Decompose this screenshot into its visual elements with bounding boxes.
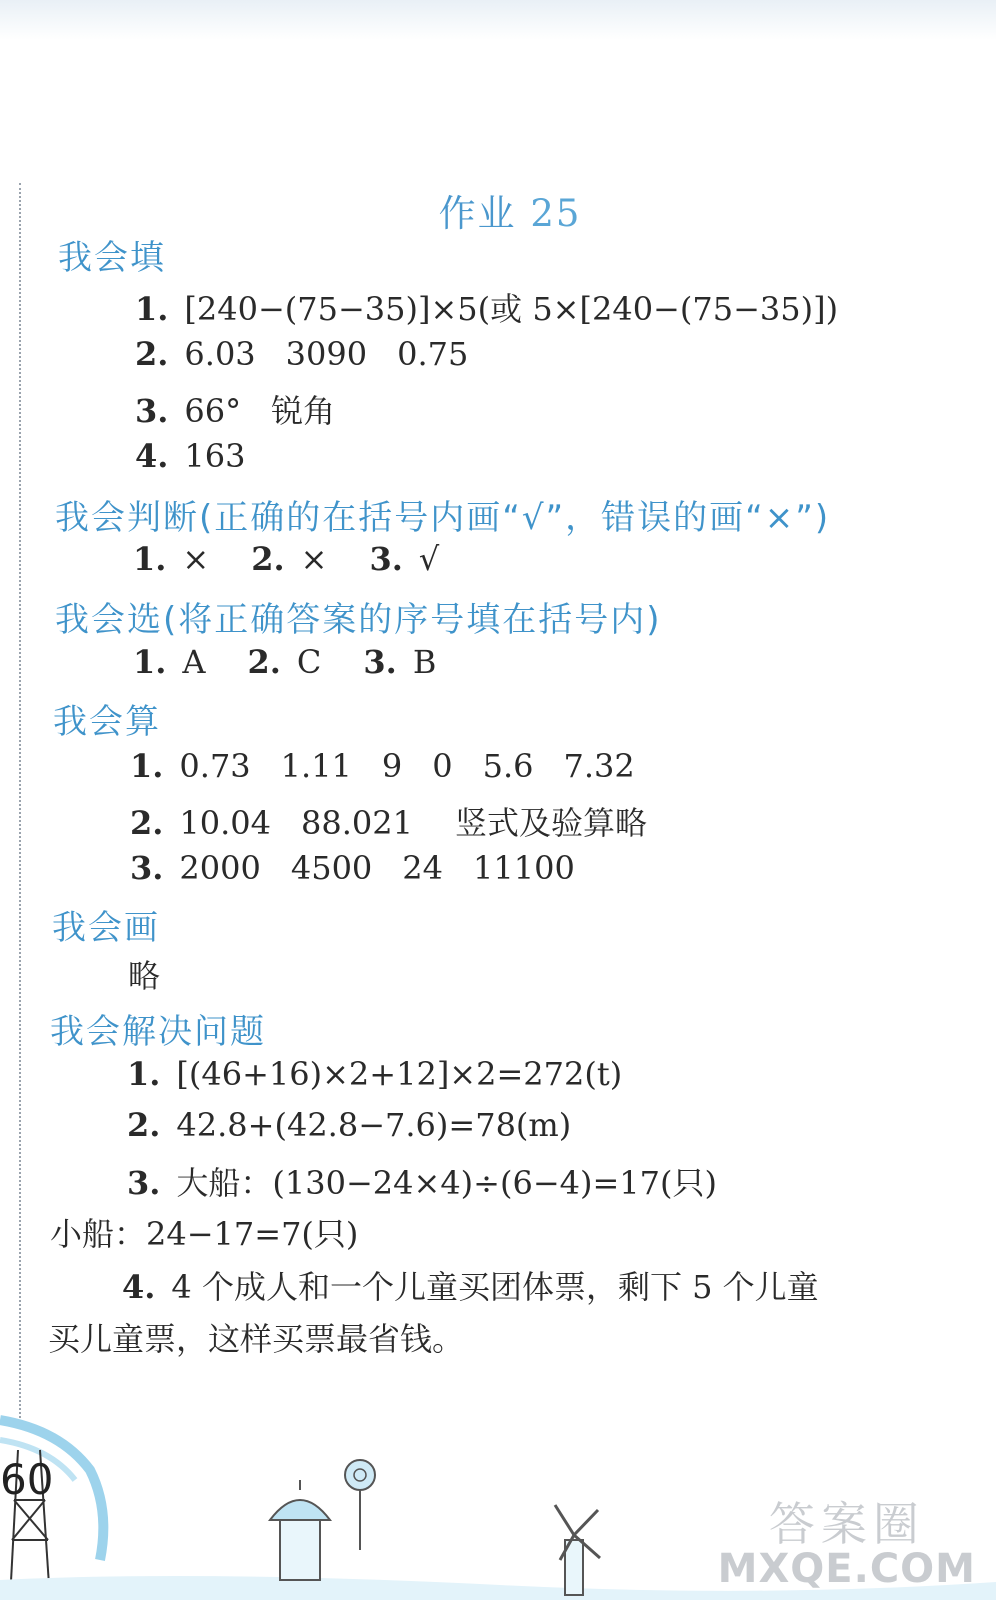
answer-line xyxy=(135,386,335,432)
answer-text: 66° xyxy=(184,392,242,430)
answer-line xyxy=(133,643,436,681)
item-number: 3. xyxy=(135,392,169,430)
answer-text: 163 xyxy=(184,437,246,475)
answer-text: [(46+16)×2+12]×2=272(t) xyxy=(176,1055,623,1093)
item-number: 3. xyxy=(130,849,164,887)
item-number: 2. xyxy=(127,1106,161,1144)
answer-text: 0.73 xyxy=(179,747,251,785)
answer-text: × xyxy=(182,540,210,578)
item-number: 1. xyxy=(127,1055,161,1093)
item-number: 4. xyxy=(122,1268,156,1306)
watermark-logo-text: 答案圈 xyxy=(768,1497,925,1551)
answer-text: 4500 xyxy=(290,849,373,887)
watermark xyxy=(717,1497,976,1593)
answer-text: √ xyxy=(418,540,440,578)
item-number: 1. xyxy=(135,290,169,328)
item-number: 1. xyxy=(133,540,167,578)
item-number: 3. xyxy=(127,1164,161,1202)
title-prefix: 作业 xyxy=(438,192,517,235)
watermark-url: MXQE.COM xyxy=(717,1546,976,1593)
answer-text: 2000 xyxy=(179,849,261,887)
answer-line xyxy=(130,747,635,785)
item-number: 2. xyxy=(251,540,285,578)
answer-line xyxy=(122,1262,819,1308)
margin-dotted-line xyxy=(19,183,21,1418)
answer-text: 0.75 xyxy=(397,335,469,373)
carousel-icon xyxy=(270,1480,330,1580)
answer-text: 9 xyxy=(381,747,403,785)
answer-line xyxy=(127,1158,717,1204)
page-title xyxy=(0,183,996,237)
answer-text: 竖式及验算略 xyxy=(454,804,647,842)
answer-text: × xyxy=(300,540,328,578)
section-heading-calc: 我会算 xyxy=(53,702,161,742)
top-band xyxy=(0,0,996,40)
answer-text: 大船：(130−24×4)÷(6−4)=17(只) xyxy=(176,1164,717,1202)
answer-text: 1.11 xyxy=(280,747,352,785)
answer-line xyxy=(130,798,647,844)
section-heading-draw: 我会画 xyxy=(52,908,160,948)
answer-line-continuation xyxy=(50,1209,358,1255)
answer-text: 24 xyxy=(402,849,443,887)
answer-text: 买儿童票，这样买票最省钱。 xyxy=(48,1320,465,1358)
answer-line xyxy=(128,951,160,997)
section-heading-fill: 我会填 xyxy=(58,238,166,278)
answer-text: 6.03 xyxy=(184,335,256,373)
answer-text: 42.8+(42.8−7.6)=78(m) xyxy=(176,1106,572,1144)
answer-text: C xyxy=(296,643,322,681)
answer-line xyxy=(133,540,439,578)
answer-line-continuation xyxy=(48,1314,464,1360)
item-number: 1. xyxy=(130,747,164,785)
item-number: 1. xyxy=(133,643,167,681)
section-heading-choose: 我会选(将正确答案的序号填在括号内) xyxy=(55,600,662,640)
page-number: 60 xyxy=(0,1455,54,1504)
answer-line xyxy=(127,1055,622,1093)
answer-text: 4 个成人和一个儿童买团体票，剩下 5 个儿童 xyxy=(171,1268,819,1306)
answer-text: 10.04 xyxy=(179,804,272,842)
windmill-icon xyxy=(555,1505,600,1595)
item-number: 3. xyxy=(363,643,397,681)
item-number: 2. xyxy=(130,804,164,842)
section-heading-solve: 我会解决问题 xyxy=(50,1012,266,1052)
item-number: 2. xyxy=(247,643,281,681)
answer-text: A xyxy=(182,643,206,681)
answer-line xyxy=(135,284,838,330)
section-heading-judge: 我会判断(正确的在括号内画“√”，错误的画“×”) xyxy=(55,498,831,538)
answer-text: 5.6 xyxy=(482,747,534,785)
title-number: 25 xyxy=(530,192,582,235)
item-number: 4. xyxy=(135,437,169,475)
answer-text: 88.021 xyxy=(301,804,413,842)
item-number: 3. xyxy=(369,540,403,578)
answer-text: 小船：24−17=7(只) xyxy=(50,1215,359,1253)
answer-text: B xyxy=(412,643,437,681)
answer-line xyxy=(135,437,245,475)
answer-text: 锐角 xyxy=(271,392,336,430)
answer-line xyxy=(135,335,468,373)
answer-line xyxy=(127,1106,571,1144)
answer-text: 略 xyxy=(128,957,161,995)
answer-text: 0 xyxy=(432,747,453,785)
answer-text: [240−(75−35)]×5(或 5×[240−(75−35)]) xyxy=(184,290,839,328)
answer-line xyxy=(130,849,575,887)
answer-text: 11100 xyxy=(473,849,575,887)
answer-text: 3090 xyxy=(285,335,368,373)
item-number: 2. xyxy=(135,335,169,373)
answer-text: 7.32 xyxy=(563,747,635,785)
lollipop-icon xyxy=(345,1460,375,1550)
